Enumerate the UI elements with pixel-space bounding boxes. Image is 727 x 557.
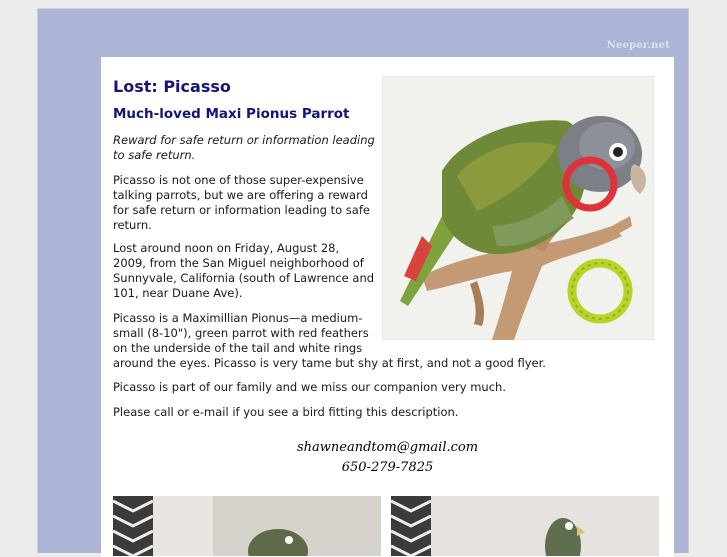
contact-phone: 650-279-7825 — [341, 460, 434, 475]
contact-email[interactable]: shawneandtom@gmail.com — [296, 440, 479, 455]
paragraph-line: talking parrots, but we are offering a reward — [113, 188, 368, 202]
paragraph-line: Picasso is not one of those super-expensive — [113, 173, 364, 187]
paragraph-line: 2009, from the San Miguel neighborhood of — [113, 256, 364, 270]
paragraph-line: 101, near Duane Ave). — [113, 286, 243, 300]
site-name[interactable]: Neeper.net — [606, 40, 670, 51]
paragraph-line: on the underside of the tail and white rings — [113, 341, 363, 355]
parrot-thumbnail-left — [113, 496, 381, 556]
paragraph-line: Sunnyvale, California (south of Lawrence and — [113, 271, 375, 285]
content-panel — [101, 57, 674, 557]
page-title: Lost: Picasso — [113, 77, 231, 96]
paragraph-family: Picasso is part of our family and we miss our companion very much. — [113, 380, 506, 394]
paragraph-line: return. — [113, 218, 152, 232]
page-subtitle: Much-loved Maxi Pionus Parrot — [113, 106, 350, 122]
reward-notice — [113, 133, 375, 163]
reward-line: Reward for safe return or information leading — [113, 133, 375, 147]
paragraph-intro — [113, 173, 370, 233]
parrot-photo — [382, 76, 654, 340]
parrot-thumbnail-right — [391, 496, 659, 556]
paragraph-line: Lost around noon on Friday, August 28, — [113, 241, 340, 255]
paragraph-line: for safe return or information leading to safe — [113, 203, 370, 217]
paragraph-call-to-action: Please call or e-mail if you see a bird fitting this description. — [113, 405, 459, 419]
reward-line: to safe return. — [113, 148, 196, 162]
paragraph-line: around the eyes. Picasso is very tame but shy at first, and not a good flyer. — [113, 356, 546, 370]
paragraph-line: Picasso is a Maximillian Pionus—a medium- — [113, 311, 363, 325]
paragraph-lost-details — [113, 241, 374, 301]
paragraph-description — [113, 311, 546, 371]
paragraph-line: small (8-10"), green parrot with red feathers — [113, 326, 369, 340]
